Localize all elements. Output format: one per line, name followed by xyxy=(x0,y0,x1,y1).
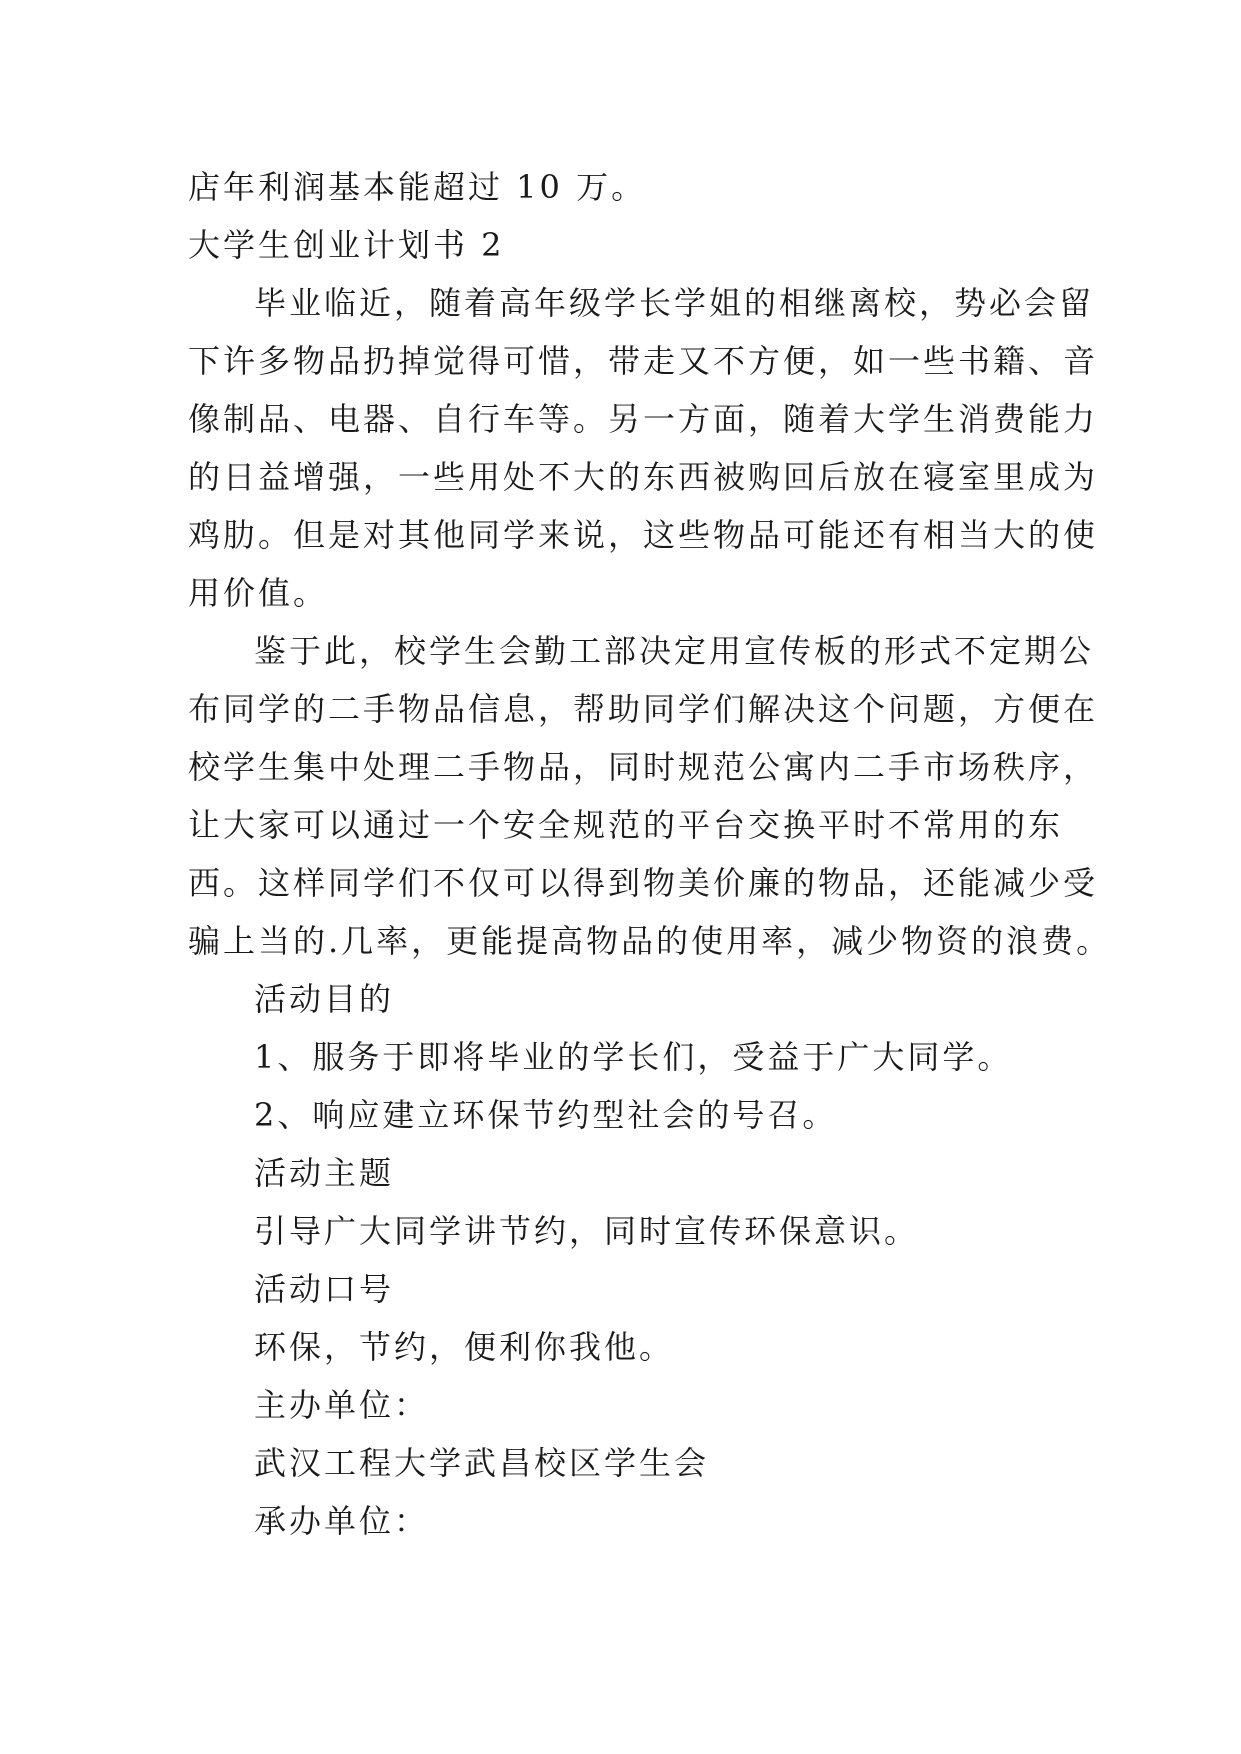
list-item-2: 2、响应建立环保节约型社会的号召。 xyxy=(254,1096,838,1134)
text-line-10: 布同学的二手物品信息，帮助同学们解决这个问题，方便在 xyxy=(188,690,1099,728)
heading-activity-purpose: 活动目的 xyxy=(254,980,395,1018)
list-item-1: 1、服务于即将毕业的学长们，受益于广大同学。 xyxy=(254,1038,1013,1076)
document-body xyxy=(188,158,1112,1550)
heading-co-organizer: 承办单位： xyxy=(254,1502,430,1540)
text-line-11: 校学生集中处理二手物品，同时规范公寓内二手市场秩序， xyxy=(188,748,1099,786)
text-activity-slogan: 环保，节约，便利你我他。 xyxy=(254,1328,675,1366)
section-title: 大学生创业计划书 2 xyxy=(188,226,505,264)
heading-activity-slogan: 活动口号 xyxy=(254,1270,395,1308)
text-line-14: 骗上当的.几率，更能提高物品的使用率，减少物资的浪费。 xyxy=(188,922,1112,960)
text-line-4: 下许多物品扔掉觉得可惜，带走又不方便，如一些书籍、音 xyxy=(188,342,1099,380)
text-line-12: 让大家可以通过一个安全规范的平台交换平时不常用的东 xyxy=(188,806,1064,844)
text-activity-theme: 引导广大同学讲节约，同时宣传环保意识。 xyxy=(254,1212,920,1250)
text-line-5: 像制品、电器、自行车等。另一方面，随着大学生消费能力 xyxy=(188,400,1099,438)
text-line-3: 毕业临近，随着高年级学长学姐的相继离校，势必会留 xyxy=(254,284,1095,322)
heading-activity-theme: 活动主题 xyxy=(254,1154,395,1192)
text-line-6: 的日益增强，一些用处不大的东西被购回后放在寝室里成为 xyxy=(188,458,1099,496)
text-line-7: 鸡肋。但是对其他同学来说，这些物品可能还有相当大的使 xyxy=(188,516,1099,554)
heading-organizer: 主办单位： xyxy=(254,1386,430,1424)
text-line-9: 鉴于此，校学生会勤工部决定用宣传板的形式不定期公 xyxy=(254,632,1095,670)
text-organizer: 武汉工程大学武昌校区学生会 xyxy=(254,1444,710,1482)
text-line-8: 用价值。 xyxy=(188,574,329,612)
text-line-1: 店年利润基本能超过 10 万。 xyxy=(188,168,647,206)
text-line-13: 西。这样同学们不仅可以得到物美价廉的物品，还能减少受 xyxy=(188,864,1099,902)
